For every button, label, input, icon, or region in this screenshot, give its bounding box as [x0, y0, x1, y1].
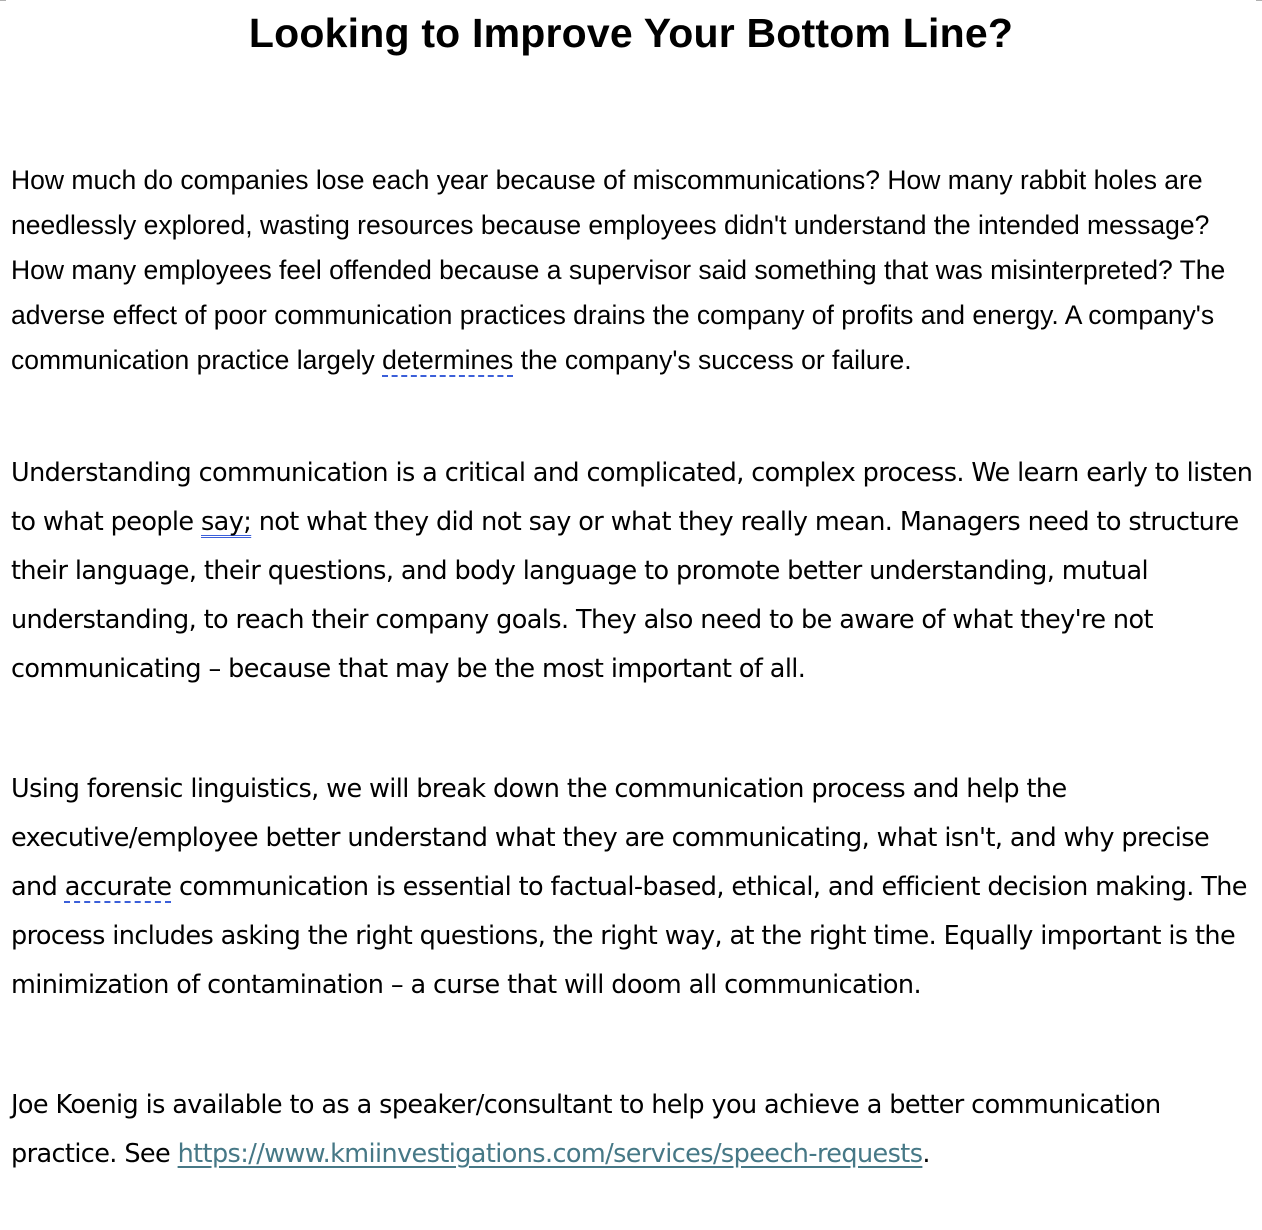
proofing-flagged-word-accurate[interactable]: accurate — [64, 872, 172, 902]
paragraph-4-text-after: . — [922, 1139, 930, 1169]
paragraph-1 — [11, 158, 1231, 383]
paragraph-2 — [11, 449, 1261, 694]
proofing-flagged-word-determines[interactable]: determines — [382, 345, 514, 375]
paragraph-4-text-before: Joe Koenig is available to as a speaker/consultant to help you achieve a better communication practice. See — [11, 1090, 1161, 1169]
paragraph-3-text-before: Using forensic linguistics, we will break down the communication process and help the executive/employee better understand what they are communicating, what isn't, and why precise and — [11, 774, 1210, 902]
page-corner-mark-right — [1256, 0, 1262, 1]
paragraph-2-text-before: Understanding communication is a critical and complicated, complex process. We learn early to listen to what people — [11, 458, 1253, 537]
document-title: Looking to Improve Your Bottom Line? — [248, 10, 1014, 56]
paragraph-3 — [11, 765, 1261, 1010]
paragraph-4 — [11, 1081, 1261, 1179]
speech-requests-link[interactable]: https://www.kmiinvestigations.com/services/speech-requests — [177, 1139, 923, 1169]
page-corner-mark-left — [0, 0, 6, 1]
paragraph-1-text-after: the company's success or failure. — [513, 345, 912, 375]
proofing-flagged-word-say[interactable]: say; — [201, 507, 252, 537]
paragraph-3-text-after: communication is essential to factual-based, ethical, and efficient decision making. The process includes asking the right questions, the right way, at the right time. Equally important is the minimization of contamination – a curse that will doom all communication. — [11, 872, 1247, 1000]
paragraph-1-text-before: How much do companies lose each year because of miscommunications? How many rabbit holes are needlessly explored, wasting resources because employees didn't understand the intended message? How many employees feel offended because a supervisor said something that was misinterpreted? The adverse effect of poor communication practices drains the company of profits and energy. A company's communication practice largely — [11, 165, 1226, 375]
paragraph-2-text-after: not what they did not say or what they really mean. Managers need to structure their language, their questions, and body language to promote better understanding, mutual understanding, to reach their company goals. They also need to be aware of what they're not communicating – because that may be the most important of all. — [11, 507, 1239, 684]
